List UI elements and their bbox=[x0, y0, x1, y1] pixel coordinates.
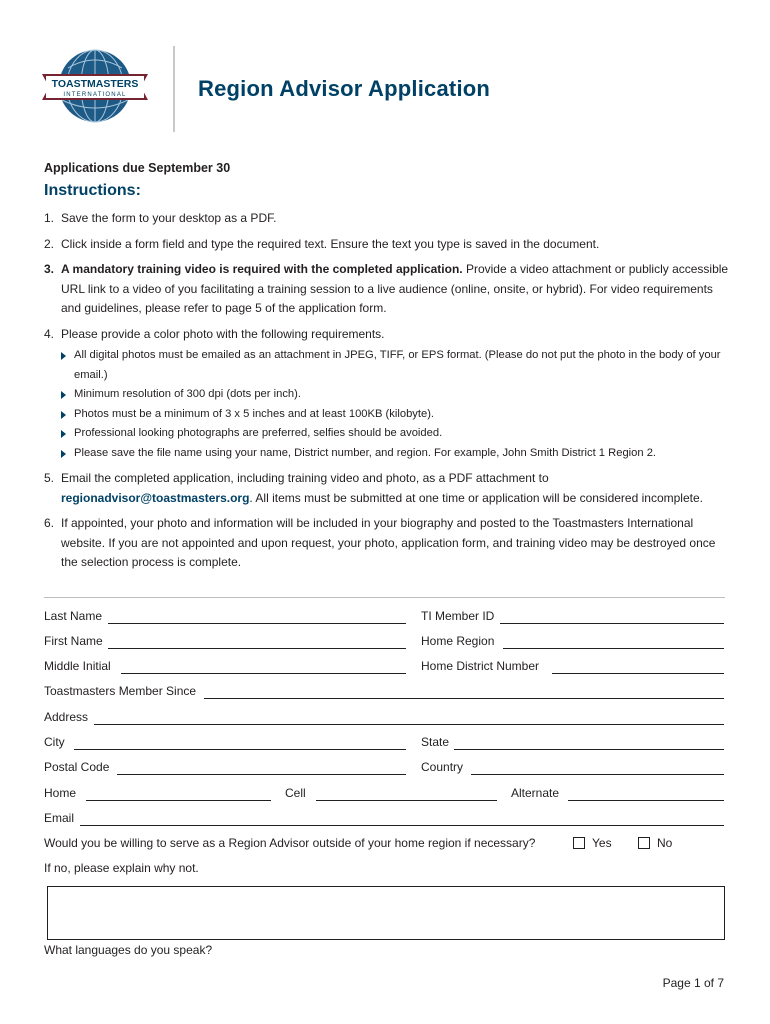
header-divider bbox=[173, 46, 175, 132]
instruction-number: 3. bbox=[44, 262, 55, 276]
if-no-explain-label: If no, please explain why not. bbox=[44, 861, 199, 875]
home-region-field[interactable] bbox=[503, 648, 724, 649]
instructions-list bbox=[44, 209, 734, 579]
home-phone-field[interactable] bbox=[86, 800, 271, 801]
home-phone-label: Home bbox=[44, 786, 77, 800]
ti-member-id-field[interactable] bbox=[500, 623, 724, 624]
middle-initial-field[interactable] bbox=[121, 673, 406, 674]
address-label: Address bbox=[44, 710, 89, 724]
photo-requirement: Professional looking photographs are preferred, selfies should be avoided. bbox=[61, 424, 734, 444]
state-label: State bbox=[421, 735, 450, 749]
cell-phone-field[interactable] bbox=[316, 800, 497, 801]
photo-requirements-list bbox=[61, 346, 734, 463]
alternate-phone-label: Alternate bbox=[511, 786, 560, 800]
home-region-label: Home Region bbox=[421, 634, 495, 648]
no-label: No bbox=[657, 836, 673, 850]
email-field[interactable] bbox=[80, 825, 724, 826]
instruction-item bbox=[44, 260, 734, 319]
email-label: Email bbox=[44, 811, 75, 825]
last-name-label: Last Name bbox=[44, 609, 103, 623]
page-number: Page 1 of 7 bbox=[662, 976, 724, 990]
due-date: Applications due September 30 bbox=[44, 161, 231, 175]
address-field[interactable] bbox=[94, 724, 724, 725]
city-field[interactable] bbox=[74, 749, 406, 750]
cell-phone-label: Cell bbox=[285, 786, 306, 800]
bullet-triangle-icon bbox=[61, 430, 66, 438]
instruction-number: 6. bbox=[44, 516, 55, 530]
section-divider bbox=[44, 597, 725, 598]
home-district-field[interactable] bbox=[552, 673, 724, 674]
instruction-number: 5. bbox=[44, 471, 55, 485]
explanation-textarea[interactable] bbox=[47, 886, 725, 940]
instructions-heading: Instructions: bbox=[44, 182, 141, 199]
no-checkbox[interactable] bbox=[638, 837, 650, 849]
yes-checkbox[interactable] bbox=[573, 837, 585, 849]
middle-initial-label: Middle Initial bbox=[44, 659, 111, 673]
city-label: City bbox=[44, 735, 65, 749]
instruction-text: Email the completed application, including training video and photo, as a PDF attachment to bbox=[61, 471, 549, 485]
instruction-text: Click inside a form field and type the required text. Ensure the text you type is saved in the document. bbox=[61, 236, 600, 251]
photo-requirement: Photos must be a minimum of 3 x 5 inches and at least 100KB (kilobyte). bbox=[61, 405, 734, 425]
instruction-text: Please provide a color photo with the following requirements. bbox=[61, 326, 385, 341]
instruction-number: 1. bbox=[44, 211, 55, 225]
instruction-number: 4. bbox=[44, 326, 55, 341]
instruction-text: Save the form to your desktop as a PDF. bbox=[61, 211, 277, 225]
postal-code-field[interactable] bbox=[117, 774, 406, 775]
logo-text-bottom: INTERNATIONAL bbox=[63, 92, 127, 98]
first-name-label: First Name bbox=[44, 634, 103, 648]
instruction-item bbox=[44, 514, 734, 573]
outside-region-question: Would you be willing to serve as a Region Advisor outside of your home region if necessary? bbox=[44, 836, 536, 850]
instruction-item bbox=[44, 209, 734, 229]
first-name-field[interactable] bbox=[108, 648, 406, 649]
instruction-bold-text: A mandatory training video is required with the completed application. bbox=[61, 262, 463, 276]
country-field[interactable] bbox=[471, 774, 724, 775]
instruction-item bbox=[44, 235, 734, 255]
instruction-number: 2. bbox=[44, 236, 55, 251]
bullet-triangle-icon bbox=[61, 411, 66, 419]
alternate-phone-field[interactable] bbox=[568, 800, 724, 801]
bullet-triangle-icon bbox=[61, 352, 66, 360]
state-field[interactable] bbox=[454, 749, 724, 750]
last-name-field[interactable] bbox=[108, 623, 406, 624]
photo-requirement: All digital photos must be emailed as an attachment in JPEG, TIFF, or EPS format. (Please do not put the photo in the body of your email.) bbox=[61, 346, 734, 385]
photo-requirement: Please save the file name using your name, District number, and region. For example, John Smith District 1 Region 2. bbox=[61, 444, 734, 464]
languages-label: What languages do you speak? bbox=[44, 943, 213, 957]
photo-requirement: Minimum resolution of 300 dpi (dots per inch). bbox=[61, 385, 734, 405]
toastmasters-logo bbox=[40, 48, 150, 130]
instruction-text: If appointed, your photo and information will be included in your biography and posted to the Toastmasters International website. If you are not appointed and upon request, your photo, application form, and training video may be destroyed once the selection process is complete. bbox=[61, 516, 716, 569]
member-since-field[interactable] bbox=[204, 698, 724, 699]
bullet-triangle-icon bbox=[61, 391, 66, 399]
yes-label: Yes bbox=[592, 836, 612, 850]
page-title: Region Advisor Application bbox=[198, 76, 491, 101]
postal-code-label: Postal Code bbox=[44, 760, 110, 774]
instruction-text: . All items must be submitted at one time or application will be considered incomplete. bbox=[249, 490, 703, 505]
email-link[interactable]: regionadvisor@toastmasters.org bbox=[61, 490, 250, 505]
member-since-label: Toastmasters Member Since bbox=[44, 684, 197, 698]
instruction-text: Provide a video attachment or publicly accessible URL link to a video of you facilitating a training session to a live audience (online, onsite, or hybrid). For video requirements and guidelines, please refer to page 5 of the application form. bbox=[61, 262, 729, 315]
bullet-triangle-icon bbox=[61, 450, 66, 458]
instruction-item bbox=[44, 325, 734, 464]
country-label: Country bbox=[421, 760, 464, 774]
logo-text-top: TOASTMASTERS bbox=[51, 78, 139, 90]
ti-member-id-label: TI Member ID bbox=[421, 609, 495, 623]
home-district-label: Home District Number bbox=[421, 659, 540, 673]
instruction-item bbox=[44, 469, 734, 508]
